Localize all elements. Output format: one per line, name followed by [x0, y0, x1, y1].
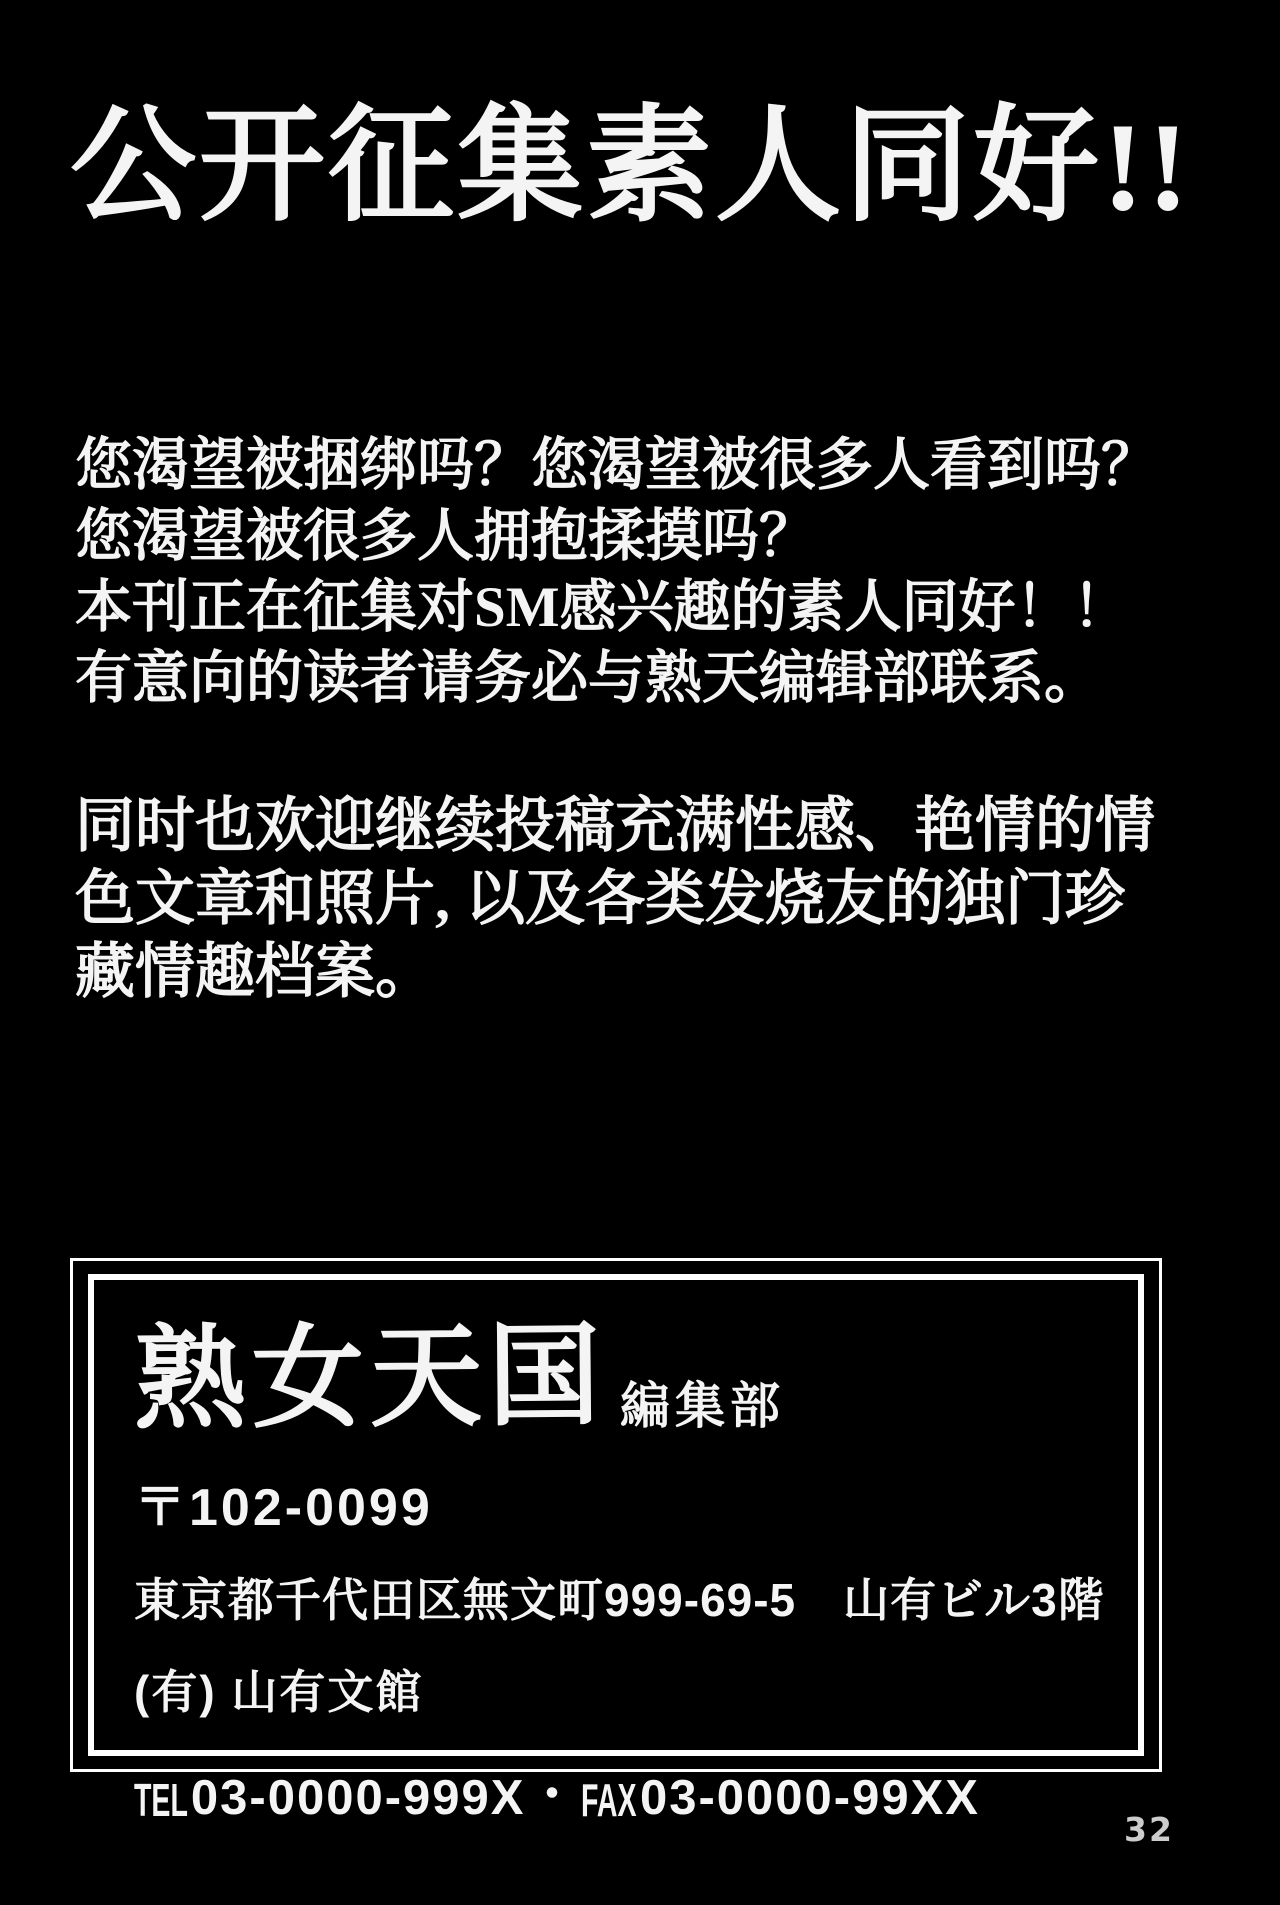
brand-logo: 熟女天国 [133, 1309, 607, 1446]
page-title: 公开征集素人同好!! [70, 98, 1192, 237]
page-number: 32 [1124, 1810, 1174, 1849]
text-line: 藏情趣档案。 [75, 939, 435, 1005]
tel-fax-separator: ・ [527, 1767, 579, 1822]
company-name: (有) 山有文館 [134, 1665, 424, 1718]
text-line: 您渴望被很多人拥抱揉摸吗？ [75, 505, 816, 568]
recruitment-paragraph [75, 430, 1158, 714]
tel-fax-line [134, 1756, 1108, 1826]
fax-label: FAX [580, 1774, 636, 1827]
fax-number: 03-0000-99XX [639, 1770, 980, 1825]
address-line: 東京都千代田区無文町999-69-5 山有ビル3階 [134, 1573, 1105, 1626]
brand-logo-row [133, 1309, 1108, 1446]
text-line: 有意向的读者请务必与熟天编辑部联系。 [75, 647, 1101, 710]
publisher-info-inner-frame [88, 1274, 1144, 1827]
tel-number: 03-0000-999X [190, 1770, 526, 1825]
text-line: 您渴望被捆绑吗？您渴望被很多人看到吗？ [75, 434, 1158, 497]
postal-code: 〒102-0099 [134, 1478, 433, 1537]
editorial-dept-label: 編集部 [620, 1377, 785, 1434]
text-line: 同时也欢迎继续投稿充满性感、艳情的情 [75, 793, 1155, 859]
publisher-info-box [70, 1258, 1162, 1827]
tel-label: TEL [134, 1774, 188, 1827]
submission-paragraph [75, 790, 1155, 1009]
text-line: 色文章和照片, 以及各类发烧友的独门珍 [75, 866, 1125, 932]
text-line: 本刊正在征集对SM感兴趣的素人同好！！ [75, 576, 1130, 639]
